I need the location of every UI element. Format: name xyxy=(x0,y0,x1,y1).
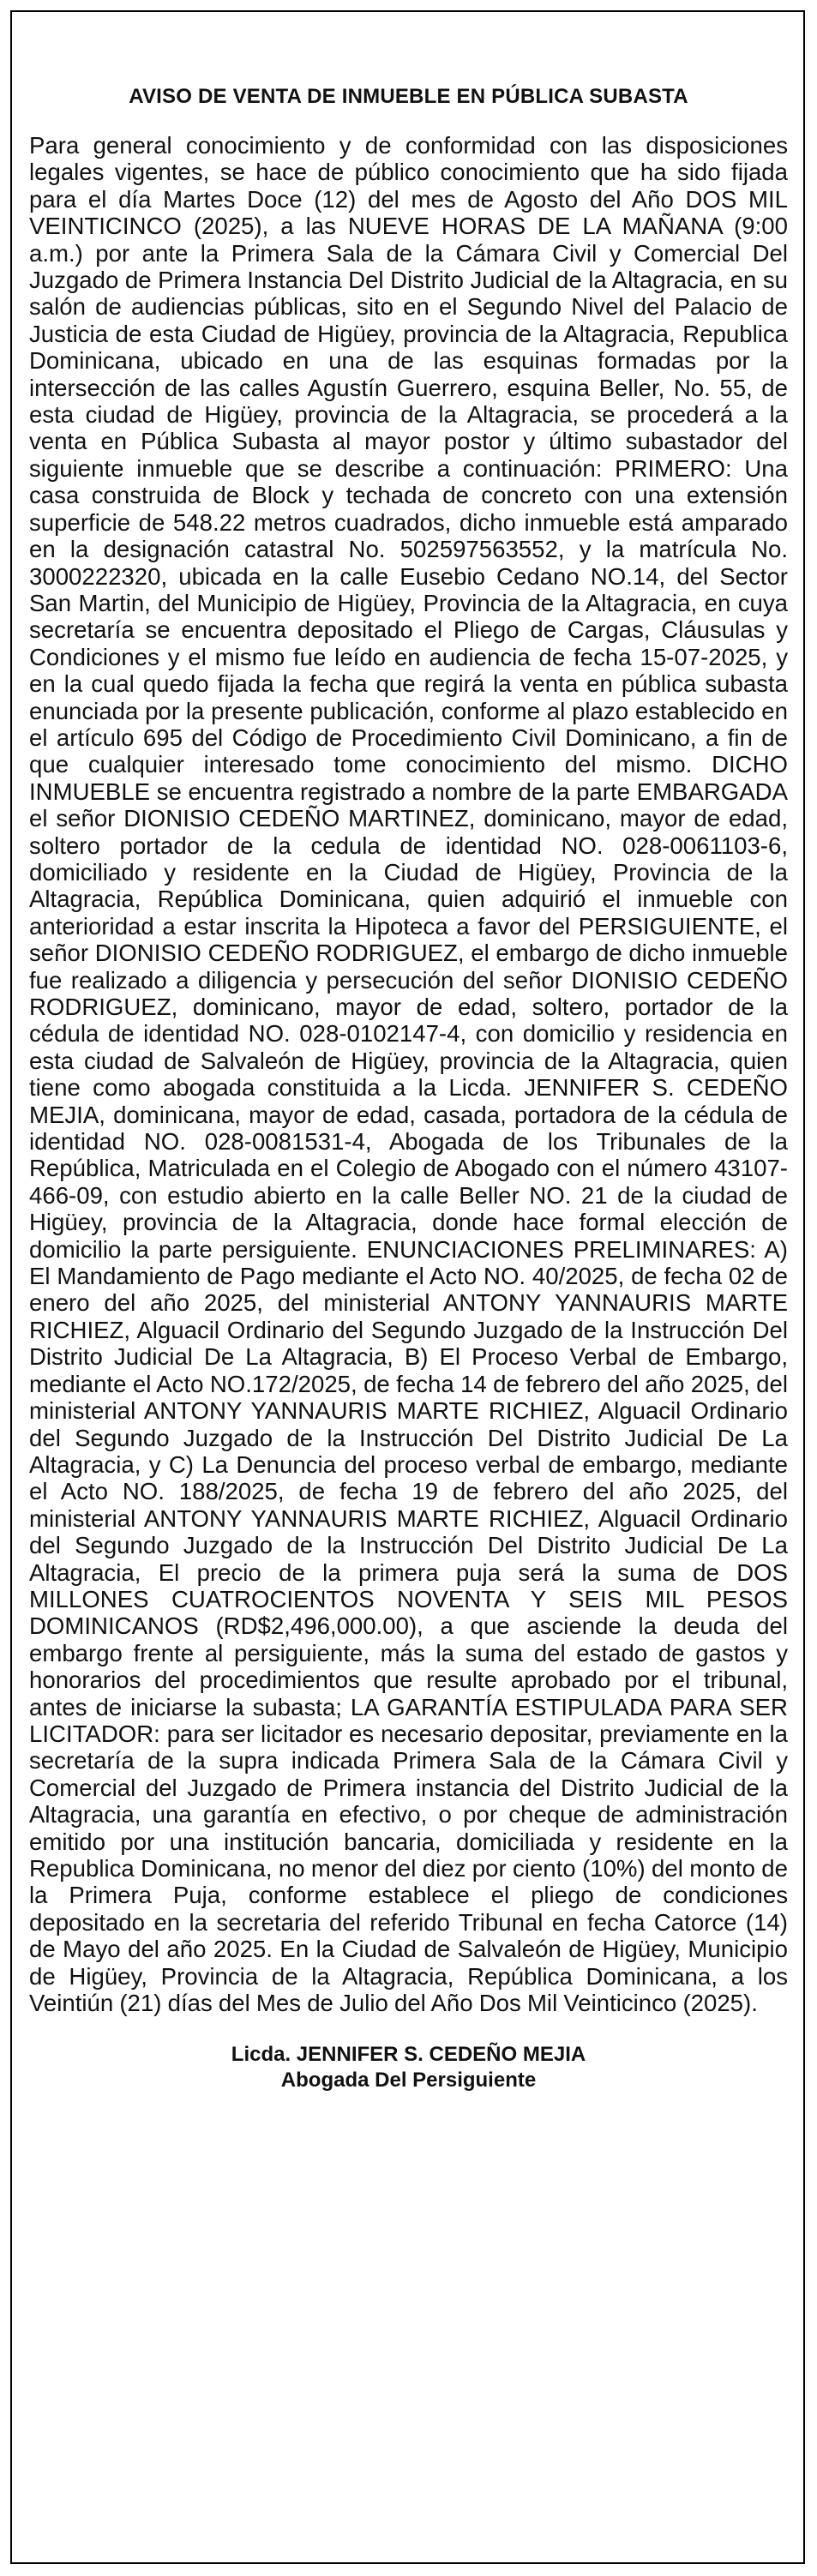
signature-name: Licda. JENNIFER S. CEDEÑO MEJIA xyxy=(231,2043,586,2067)
notice-body: Para general conocimiento y de conformidad con las disposiciones legales vigentes, se hace de público conocimiento que ha sido fijada para el día Martes Doce (12) del mes de Agosto del Año DOS MIL VEINTICINCO (2025), a las NUEVE HORAS DE LA MAÑANA (9:00 a.m.) por ante la Primera Sala de la Cámara Civil y Comercial Del Juzgado de Primera Instancia Del Distrito Judicial de la Altagracia, en su salón de audiencias públicas, sito en el Segundo Nivel del Palacio de Justicia de esta Ciudad de Higüey, provincia de la Altagracia, Republica Dominicana, ubicado en una de las esquinas formadas por la intersección de las calles Agustín Guerrero, esquina Beller, No. 55, de esta ciudad de Higüey, provincia de la Altagracia, se procederá a la venta en Pública Subasta al mayor postor y último subastador del siguiente inmueble que se describe a continuación: PRIMERO: Una casa construida de Block y techada de concreto con una extensión superficie de 548.22 metros cuadrados, dicho inmueble está amparado en la designación catastral No. 502597563552, y la matrícula No. 3000222320, ubicada en la calle Eusebio Cedano NO.14, del Sector San Martin, del Municipio de Higüey, Provincia de la Altagracia, en cuya secretaría se encuentra depositado el Pliego de Cargas, Cláusulas y Condiciones y el mismo fue leído en audiencia de fecha 15-07-2025, y en la cual quedo fijada la fecha que regirá la venta en pública subasta enunciada por la presente publicación, conforme al plazo establecido en el artículo 695 del Código de Procedimiento Civil Dominicano, a fin de que cualquier interesado tome conocimiento del mismo. DICHO INMUEBLE se encuentra registrado a nombre de la parte EMBARGADA el señor DIONISIO CEDEÑO MARTINEZ, dominicano, mayor de edad, soltero portador de la cedula de identidad NO. 028-0061103-6, domiciliado y residente en la Ciudad de Higüey, Provincia de la Altagracia, República Dominicana, quien adquirió el inmueble con anterioridad a estar inscrita la Hipoteca a favor del PERSIGUIENTE, el señor DIONISIO CEDEÑO RODRIGUEZ, el embargo de dicho inmueble fue realizado a diligencia y persecución del señor DIONISIO CEDEÑO RODRIGUEZ, dominicano, mayor de edad, soltero, portador de la cédula de identidad NO. 028-0102147-4, con domicilio y residencia en esta ciudad de Salvaleón de Higüey, provincia de la Altagracia, quien tiene como abogada constituida a la Licda. JENNIFER S. CEDEÑO MEJIA, dominicana, mayor de edad, casada, portadora de la cédula de identidad NO. 028-0081531-4, Abogada de los Tribunales de la República, Matriculada en el Colegio de Abogado con el número 43107-466-09, con estudio abierto en la calle Beller NO. 21 de la ciudad de Higüey, provincia de la Altagracia, donde hace formal elección de domicilio la parte persiguiente. ENUNCIACIONES PRELIMINARES: A) El Mandamiento de Pago mediante el Acto NO. 40/2025, de fecha 02 de enero del año 2025, del ministerial ANTONY YANNAURIS MARTE RICHIEZ, Alguacil Ordinario del Segundo Juzgado de la Instrucción Del Distrito Judicial De La Altagracia, B) El Proceso Verbal de Embargo, mediante el Acto NO.172/2025, de fecha 14 de febrero del año 2025, del ministerial ANTONY YANNAURIS MARTE RICHIEZ, Alguacil Ordinario del Segundo Juzgado de la Instrucción Del Distrito Judicial De La Altagracia, y C) La Denuncia del proceso verbal de embargo, mediante el Acto NO. 188/2025, de fecha 19 de febrero del año 2025, del ministerial ANTONY YANNAURIS MARTE RICHIEZ, Alguacil Ordinario del Segundo Juzgado de la Instrucción Del Distrito Judicial De La Altagracia, El precio de la primera puja será la suma de DOS MILLONES CUATROCIENTOS NOVENTA Y SEIS MIL PESOS DOMINICANOS (RD$2,496,000.00), a que asciende la deuda del embargo frente al persiguiente, más la suma del estado de gastos y honorarios del procedimientos que resulte aprobado por el tribunal, antes de iniciarse la subasta; LA GARANTÍA ESTIPULADA PARA SER LICITADOR: para ser licitador es necesario depositar, previamente en la secretaría de la supra indicada Primera Sala de la Cámara Civil y Comercial del Juzgado de Primera instancia del Distrito Judicial de la Altagracia, una garantía en efectivo, o por cheque de administración emitido por una institución bancaria, domiciliada y residente en la Republica Dominicana, no menor del diez por ciento (10%) del monto de la Primera Puja, conforme establece el pliego de condiciones depositado en la secretaria del referido Tribunal en fecha Catorce (14) de Mayo del año 2025. En la Ciudad de Salvaleón de Higüey, Municipio de Higüey, Provincia de la Altagracia, República Dominicana, a los Veintiún (21) días del Mes de Julio del Año Dos Mil Veinticinco (2025). xyxy=(29,132,788,2017)
legal-notice xyxy=(29,84,788,2093)
signature-role: Abogada Del Persiguiente xyxy=(280,2069,537,2093)
notice-title: AVISO DE VENTA DE INMUEBLE EN PÚBLICA SUBASTA xyxy=(129,85,688,108)
signature-block xyxy=(29,2042,788,2093)
